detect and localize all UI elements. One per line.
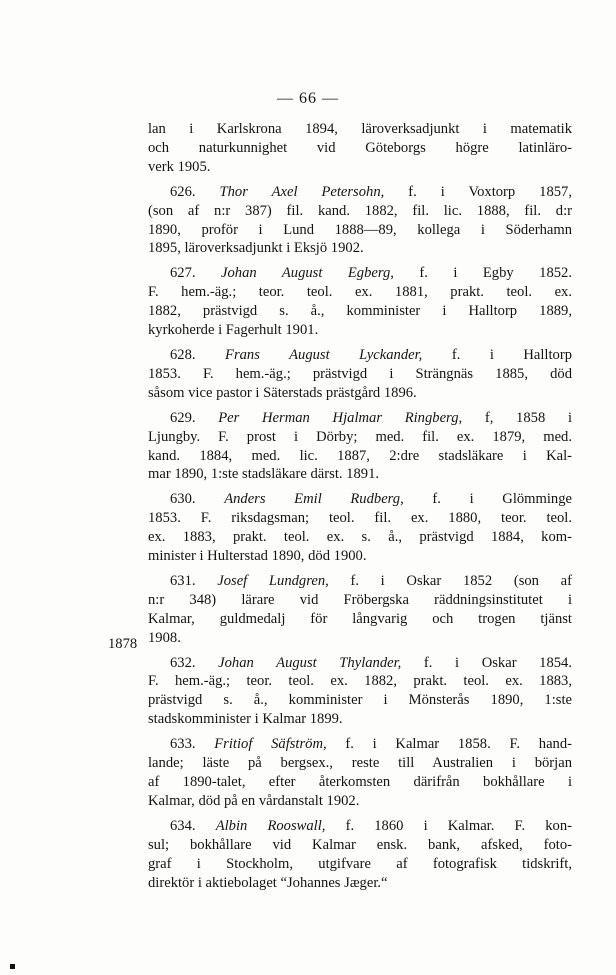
person-name: Frans August Lyckander, bbox=[225, 346, 423, 363]
text-line bbox=[148, 490, 572, 509]
text-line: 1853. F. riksdagsman; teol. fil. ex. 1880, teor. teol. bbox=[148, 510, 572, 527]
line-text: f. i Egby 1852. bbox=[393, 265, 572, 282]
person-name: Thor Axel Petersohn, bbox=[219, 183, 385, 200]
person-name: Johan August Egberg, bbox=[221, 265, 394, 282]
entry-paragraph bbox=[148, 572, 572, 648]
text-line: direktör i aktiebolaget “Johannes Jæger.“ bbox=[148, 874, 388, 891]
text-line: F. hem.-äg.; teor. teol. ex. 1882, prakt. teol. ex. 1883, bbox=[148, 673, 572, 690]
text-line: prästvigd s. å., komminister i Mönsterås 1890, 1:ste bbox=[148, 692, 572, 709]
text-line: 1908. bbox=[148, 629, 181, 646]
entry-paragraph bbox=[148, 346, 572, 403]
text-line: af 1890-talet, efter återkomsten därifrån bokhållare i bbox=[148, 774, 572, 790]
line-text: f. i Oskar 1852 (son af bbox=[328, 572, 573, 589]
entry-paragraph bbox=[148, 490, 572, 566]
text-line: 1890, proför i Lund 1888—89, kollega i Söderhamn bbox=[148, 221, 572, 238]
line-text: f, 1858 i bbox=[462, 409, 572, 426]
text-line: och naturkunnighet vid Göteborgs högre latinläro- bbox=[148, 139, 572, 156]
line-text: f. i Glömminge bbox=[403, 491, 572, 508]
person-name: Per Herman Hjalmar Ringberg, bbox=[218, 409, 463, 426]
entry-number: 627. bbox=[170, 265, 221, 282]
text-line bbox=[148, 183, 572, 202]
text-line: minister i Hulterstad 1890, död 1900. bbox=[148, 548, 367, 565]
entry-paragraph bbox=[148, 409, 572, 485]
text-line: n:r 348) lärare vid Fröbergska räddningsinstitutet i bbox=[148, 591, 572, 608]
text-line: kyrkoherde i Fagerhult 1901. bbox=[148, 322, 319, 339]
entry-number: 632. bbox=[170, 654, 219, 671]
text-line: 1882, prästvigd s. å., komminister i Halltorp 1889, bbox=[148, 303, 572, 320]
text-line bbox=[148, 409, 572, 428]
text-line: ex. 1883, prakt. teol. ex. s. å., prästvigd 1884, kom- bbox=[148, 529, 572, 546]
line-text: f. 1860 i Kalmar. F. kon- bbox=[325, 817, 573, 834]
entry-paragraph bbox=[148, 264, 572, 340]
text-line: Kalmar, guldmedalj för långvarig och trogen tjänst bbox=[148, 610, 572, 627]
margin-mark bbox=[10, 964, 15, 969]
line-text: f. i Halltorp bbox=[422, 346, 572, 363]
text-line: 1853. F. hem.-äg.; prästvigd i Strängnäs 1885, död bbox=[148, 365, 572, 382]
margin-year: 1878 bbox=[108, 636, 138, 652]
person-name: Josef Lundgren, bbox=[217, 572, 329, 589]
text-line: stadskomminister i Kalmar 1899. bbox=[148, 711, 343, 728]
person-name: Anders Emil Rudberg, bbox=[224, 491, 404, 508]
text-line: F. hem.-äg.; teor. teol. ex. 1881, prakt. teol. ex. bbox=[148, 284, 572, 301]
text-line: verk 1905. bbox=[148, 158, 211, 175]
body-text bbox=[148, 120, 572, 898]
text-line bbox=[148, 572, 572, 591]
text-line: Kalmar, död på en vårdanstalt 1902. bbox=[148, 792, 360, 809]
entry-number: 629. bbox=[170, 409, 219, 426]
text-line: (son af n:r 387) fil. kand. 1882, fil. lic. 1888, fil. d:r bbox=[148, 202, 572, 219]
text-line: sul; bokhållare vid Kalmar ensk. bank, afsked, foto- bbox=[148, 836, 572, 853]
entry-number: 631. bbox=[170, 572, 218, 589]
text-line: kand. 1884, med. lic. 1887, 2:dre stadsläkare i Kal- bbox=[148, 447, 572, 464]
entry-paragraph bbox=[148, 183, 572, 259]
text-line bbox=[148, 735, 572, 754]
entry-number: 628. bbox=[170, 346, 226, 363]
text-line: lande; läste på bergsex., reste till Australien i början bbox=[148, 755, 572, 772]
person-name: Johan August Thylander, bbox=[218, 654, 402, 671]
text-line: 1895, läroverksadjunkt i Eksjö 1902. bbox=[148, 240, 364, 257]
text-line: mar 1890, 1:ste stadsläkare därst. 1891. bbox=[148, 466, 380, 483]
entry-number: 626. bbox=[170, 183, 220, 200]
person-name: Albin Rooswall, bbox=[215, 817, 326, 834]
line-text: f. i Oskar 1854. bbox=[401, 654, 572, 671]
entry-number: 630. bbox=[170, 491, 225, 508]
entry-paragraph bbox=[148, 735, 572, 811]
person-name: Fritiof Säfström, bbox=[214, 736, 327, 753]
text-line: lan i Karlskrona 1894, läroverksadjunkt i matematik bbox=[148, 121, 572, 137]
text-line: såsom vice pastor i Säterstads prästgård 1896. bbox=[148, 384, 417, 401]
entry-number: 634. bbox=[170, 817, 216, 834]
text-line bbox=[148, 264, 572, 283]
page-number: — 66 — bbox=[277, 90, 339, 107]
text-line bbox=[148, 346, 572, 365]
continuation-paragraph bbox=[148, 120, 572, 177]
text-line bbox=[148, 817, 572, 836]
line-text: f. i Voxtorp 1857, bbox=[384, 183, 572, 200]
entry-paragraph bbox=[148, 817, 572, 893]
text-line bbox=[148, 654, 572, 673]
line-text: f. i Kalmar 1858. F. hand- bbox=[326, 736, 572, 753]
entry-paragraph bbox=[148, 654, 572, 730]
text-line: Ljungby. F. prost i Dörby; med. fil. ex. 1879, med. bbox=[148, 428, 572, 445]
text-line: graf i Stockholm, utgifvare af fotografisk tidskrift, bbox=[148, 855, 572, 872]
entry-number: 633. bbox=[170, 736, 215, 753]
